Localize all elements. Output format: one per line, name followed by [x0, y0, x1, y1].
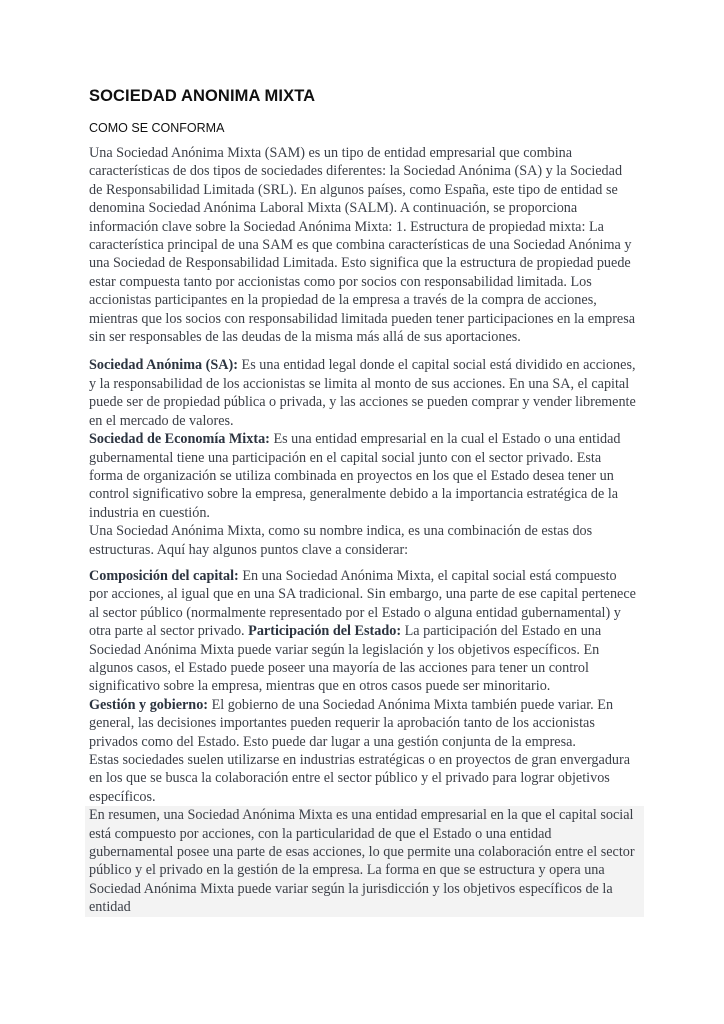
sa-term: Sociedad Anónima (SA):	[89, 357, 238, 374]
document-title: SOCIEDAD ANONIMA MIXTA	[89, 87, 316, 105]
gestion-paragraph	[89, 696, 638, 751]
summary-paragraph: En resumen, una Sociedad Anónima Mixta es una entidad empresarial en la que el capital social está compuesto por acciones, con la particularidad de que el Estado o una entidad gubernamental posee una parte de esas acciones, lo que permite una colaboración entre el sector público y el privado en la gestión de la empresa. La forma en que se estructura y opera una Sociedad Anónima Mixta puede variar según la jurisdicción y los objetivos específicos de la entidad	[85, 806, 644, 916]
sem-text: Es una entidad empresarial en la cual el Estado o una entidad gubernamental tiene una participación en el capital social junto con el sector privado. Esta forma de organización se utiliza combinada en proyectos en los que el Estado desea tener un control significativo sobre la empresa, generalmente debido a la importancia estratégica de la industria en cuestión.	[89, 431, 621, 521]
document-subtitle: COMO SE CONFORMA	[89, 121, 225, 135]
industrias-paragraph: Estas sociedades suelen utilizarse en industrias estratégicas o en proyectos de gran envergadura en los que se busca la colaboración entre el sector público y el privado para lograr objetivos específicos.	[89, 752, 631, 805]
gestion-text: El gobierno de una Sociedad Anónima Mixta también puede variar. En general, las decisiones importantes pueden requerir la aprobación tanto de los accionistas privados como del Estado. Esto puede dar lugar a una gestión conjunta de la empresa.	[89, 696, 614, 750]
gestion-term: Gestión y gobierno:	[89, 696, 209, 713]
intro-paragraph: Una Sociedad Anónima Mixta (SAM) es un tipo de entidad empresarial que combina características de dos tipos de sociedades diferentes: la Sociedad Anónima (SA) y la Sociedad de Responsabilidad Limitada (SRL). En algunos países, como España, este tipo de entidad se denomina Sociedad Anónima Laboral Mixta (SALM). A continuación, se proporciona información clave sobre la Sociedad Anónima Mixta: 1. Estructura de propiedad mixta: La característica principal de una SAM es que combina características de una Sociedad Anónima y una Sociedad de Responsabilidad Limitada. Esto significa que la estructura de propiedad puede estar compuesta tanto por accionistas como por socios con responsabilidad limitada. Los accionistas participantes en la propiedad de la empresa a través de la compra de acciones, mientras que los socios con responsabilidad limitada pueden tener participaciones en la empresa sin ser responsables de las deudas de la misma más allá de sus aportaciones.	[89, 145, 636, 346]
sa-paragraph	[89, 356, 638, 430]
capital-text: En una Sociedad Anónima Mixta, el capital social está compuesto por acciones, al igual que en una SA tradicional. Sin embargo, una parte de ese capital pertenece al sector público (normalmente representado por el Estado o alguna entidad gubernamental) y otra parte al sector privado.	[89, 567, 636, 640]
sem-term: Sociedad de Economía Mixta:	[89, 431, 270, 448]
participacion-term: Participación del Estado:	[248, 623, 402, 640]
sa-text: Es una entidad legal donde el capital social está dividido en acciones, y la responsabilidad de los accionistas se limita al monto de sus acciones. En una SA, el capital puede ser de propiedad pública o privada, y las acciones se pueden comprar y vender libremente en el mercado de valores.	[89, 357, 636, 429]
participacion-text: La participación del Estado en una Sociedad Anónima Mixta puede variar según la legislación y los objetivos específicos. En algunos casos, el Estado puede poseer una mayoría de las acciones para tener un control significativo sobre la empresa, mientras que en otros casos puede ser minoritario.	[89, 623, 602, 695]
sem-paragraph	[89, 430, 638, 522]
combo-paragraph: Una Sociedad Anónima Mixta, como su nombre indica, es una combinación de estas dos estructuras. Aquí hay algunos puntos clave a considerar:	[89, 523, 593, 558]
capital-paragraph	[89, 567, 638, 696]
capital-term: Composición del capital:	[89, 567, 239, 584]
